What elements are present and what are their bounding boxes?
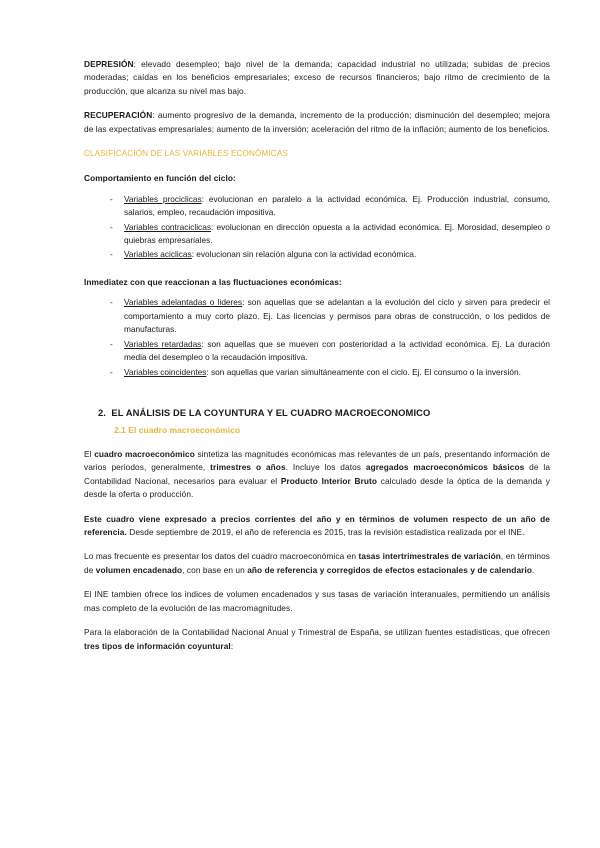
list-item-term: Variables contraciclicas [124,221,211,232]
subsection-heading: 2.1 El cuadro macroeconómico [114,425,241,436]
paragraph-recuperacion [84,109,550,136]
text-fragment: Desde septiembre de 2019, el año de referencia es 2015, tras la revisión estadistica realizada por el INE. [126,527,525,538]
paragraph-tasas-variacion [84,550,550,577]
paragraph-depresion [84,58,550,98]
text-bold-fragment: Producto Interior Bruto [280,475,378,486]
text-bold-fragment: año de referencia y corregidos de efectos estacionales y de calendario [247,564,532,575]
section-heading [84,405,550,420]
text-fragment: . Incluye los datos [285,462,366,473]
text-recuperacion: : aumento progresivo de la demanda, incremento de la producción; disminución del desempleo; mejora de las expectativas empresariales; aumento de la inversión; aceleración del ritmo de la inflación; aumento de los beneficios. [84,110,550,134]
list-item [110,221,550,248]
section-number: 2. [98,406,107,418]
list-item-text: : evolucionan en paralelo a la actividad económica. Ej. Producción industrial, consumo, salarios, empleo, recaudación impositiva. [124,193,550,218]
text-bold-fragment: trimestres o años [210,462,286,473]
text-fragment: Lo mas frecuente es presentar los datos del cuadro macroeconómica en [84,551,359,562]
text-bold-fragment: volumen encadenado [95,564,183,575]
paragraph-cuadro-macro [84,448,550,502]
text-bold-fragment: tasas intertrimestrales de variación [358,551,501,562]
highlight-heading-clasificacion: CLASIFICACIÓN DE LAS VARIABLES ECONÓMICAS [84,149,288,159]
list-item-text: : son aquellas que se adelantan a la evolución del ciclo y sirven para predecir el comportamiento a muy corto plazo. Ej. Las licencias y permisos para obras de construcción, o los pedidos de manufacturas. [124,297,550,335]
list-item-term: Variables adelantadas o lideres [124,297,243,308]
text-fragment: calculado desde la óptica de la demanda y desde la oferta o producción. [84,475,550,500]
list-item-term: Variables prociclicas [124,193,202,204]
list-item-text: : son aquellas que se mueven con posterioridad a la actividad económica. Ej. La duración media del desempleo o la recaudación impositiva. [124,338,550,363]
text-depresion: : elevado desempleo; bajo nivel de la demanda; capacidad industrial no utilizada; subidas de precios moderadas; caídas en los beneficios empresariales; exceso de recursos financieros; bajo ritmo de crecimiento de la producción, que alcanza su nivel mas bajo. [84,59,550,96]
list-item [110,248,550,261]
text-fragment: Para la elaboración de la Contabilidad Nacional Anual y Trimestral de España, se utilizan fuentes estadisticas, que ofrecen [84,627,550,638]
list-item-text: : evolucionan sin relación alguna con la actividad económica. [191,249,417,260]
subheading-inmediatez: Inmediatez con que reaccionan a las fluctuaciones económicas: [84,276,342,287]
text-fragment: de la Contabilidad Nacional, necesarios para evaluar el [84,462,551,486]
list-item [110,338,550,365]
text-fragment: , con base en un [182,564,248,575]
list-item [110,193,550,220]
list-item-term: Variables coincidentes [124,366,207,377]
term-depresion: DEPRESIÓN [84,59,134,69]
text-bold-fragment: cuadro macroeconómico [94,448,195,459]
term-recuperacion: RECUPERACIÓN [84,110,153,121]
text-bold-fragment: Este cuadro viene expresado a precios corrientes del año y en términos de volumen respecto de un año de referencia. [84,513,550,538]
paragraph-contabilidad-nacional [84,626,550,653]
list-item [110,296,550,336]
text-bold-fragment: tres tipos de información coyuntural [84,640,231,651]
text-fragment: : [230,640,234,651]
list-item [110,366,550,379]
text-fragment: El [84,448,95,459]
subheading-comportamiento: Comportamiento en función del ciclo: [84,173,236,184]
list-comportamiento [84,193,550,262]
list-item-text: : evolucionan en dirección opuesta a la actividad económica. Ej. Morosidad, desempleo o quiebras empresariales. [124,221,550,246]
list-item-term: Variables retardadas [124,338,202,349]
text-bold-fragment: agregados macroeconómicos básicos [365,462,525,473]
list-inmediatez [84,296,550,379]
text-fragment: sintetiza las magnitudes económicas mas relevantes de un país, presentando información de varios periodos, generalmente, [84,448,550,473]
list-item-text: : son aquellas que varian simultáneamente con el ciclo. Ej. El consumo o la inversión. [206,366,521,377]
text-fragment: . [532,564,535,575]
paragraph-precios-corrientes [84,513,550,540]
paragraph-ine-indices: El INE tambien ofrece los indices de volumen encadenados y sus tasas de variación interanuales, permitiendo un análisis mas completo de la evolución de las macromagnitudes. [84,589,550,613]
list-item-term: Variables aciclicas [124,249,192,260]
section-title-text: EL ANÁLISIS DE LA COYUNTURA Y EL CUADRO MACROECONOMICO [111,406,431,418]
text-fragment: , en términos de [84,551,551,575]
